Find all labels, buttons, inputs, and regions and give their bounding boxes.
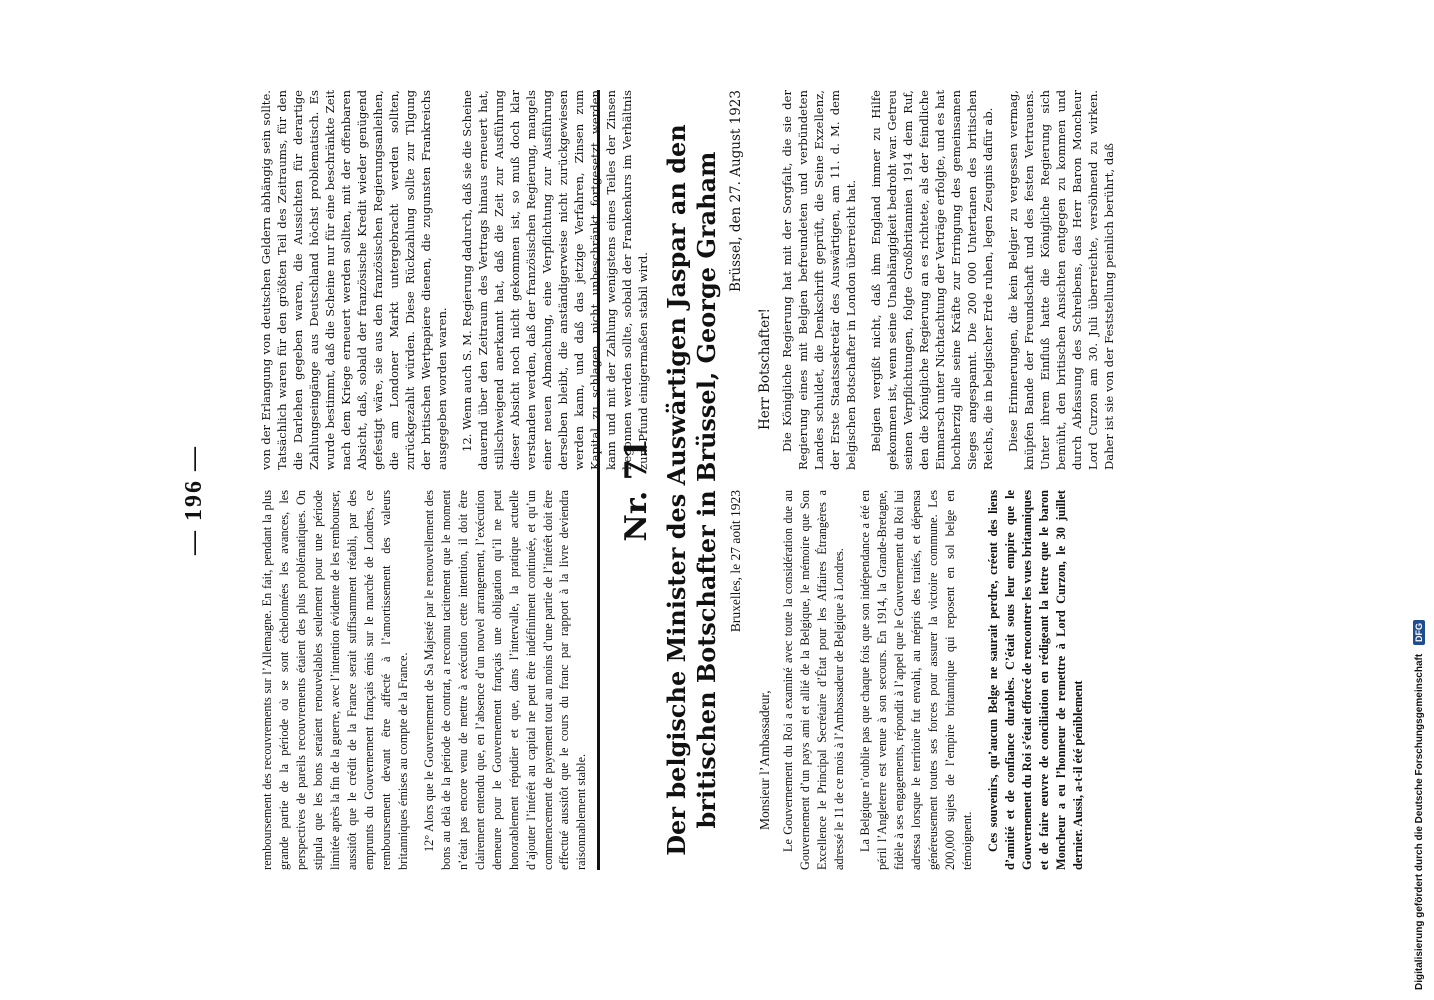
french-paragraph: La Belgique n’oublie pas que chaque fois que son indépendance a été en péril l’Angleterre est venue à son secours. En 1914, la Grande-Bretagne, fidèle à ses engagements, répondit à l’appel que le Gouvernement du Roi lui adressa lorsque le territoire fut envahi, au mépris des traités, et dépensa généreusement toutes ses forces pour assurer la victoire commune. Les 200,000 sujets de l’empire britannique qui reposent en sol belge en témoignent.	[858, 490, 974, 870]
document-title: Der belgische Minister des Auswärtigen Jaspar an den britischen Botschafter in Brüssel, George Graham	[662, 124, 721, 856]
german-column-top	[259, 90, 661, 470]
french-paragraph: remboursement des recouvrements sur l’Allemagne. En fait, pendant la plus grande partie de la période où se sont échelonnées les avances, les perspectives de pareils recouvrements étaient des plus problématiques. On stipula que les bons seraient renouvelables seulement pour une période limitée après la fin de la guerre, avec l’intention évidente de les rembourser, aussitôt que le crédit de la France serait suffisamment rétabli, par des emprunts du Gouvernement français émis sur le marché de Londres, ce remboursement devant être affecté à l’amortissement des valeurs britanniques émises au compte de la France.	[260, 490, 410, 870]
french-salutation: Monsieur l’Ambassadeur,	[756, 690, 772, 830]
french-paragraph: 12° Alors que le Gouvernement de Sa Majesté par le renouvellement des bons au delà de la période de contrat, a reconnu tacitement que le moment n’était pas encore venu de mettre à exécution cette intention, il doit être clairement entendu que, en l’absence d’un nouvel arrangement, l’exécution demeure pour le Gouvernement français une obligation qu’il ne peut honorablement répudier et que, dans l’intervalle, la pratique actuelle d’ajouter l’intérêt au capital ne peut être indéfiniment continuée, et qu’un commencement de payement tout au moins d’une partie de l’intérêt doit être effectué aussitôt que le cours du franc par rapport à la livre deviendra raisonnablement stable.	[421, 490, 589, 870]
digitization-credit	[1408, 10, 1430, 990]
german-paragraph: Diese Erinnerungen, die kein Belgier zu vergessen vermag, knüpfen Bande der Freundschaft und des festen Vertrauens. Unter ihrem Einfluß hatte die Königliche Regierung sich bemüht, den britischen Ansichten entgegen zu kommen und durch Abfassung des Schreibens, das Herr Baron Moncheur Lord Curzon am 30. Juli überreichte, versöhnend zu wirken. Daher ist sie von der Feststellung peinlich berührt, daß	[1006, 90, 1116, 470]
page-number: — 196 —	[181, 445, 207, 555]
french-column-top	[259, 490, 599, 870]
german-paragraph: Belgien vergißt nicht, daß ihm England immer zu Hilfe gekommen ist, wenn seine Unabhängigkeit bedroht war. Getreu seinen Verpflichtungen, folgte Großbritannien 1914 dem Ruf, den die Königliche Regierung an es richtete, als der feindliche Einmarsch unter Nichtachtung der Verträge erfolgte, und es hat hochherzig alle seine Kräfte zur Erringung des gemeinsamen Sieges angespannt. Die 200 000 Untertanen des britischen Reichs, die in belgischer Erde ruhen, legen Zeugnis dafür ab.	[869, 90, 996, 470]
french-paragraph: Le Gouvernement du Roi a examiné avec toute la considération due au Gouvernement d’un pays ami et allié de la Belgique, le mémoire que Son Excellence le Principal Secrétaire d’État pour les Affaires Étrangères a adressé le 11 de ce mois à l’Ambassadeur de Belgique à Londres.	[781, 490, 847, 870]
german-paragraph: 12. Wenn auch S. M. Regierung dadurch, daß sie die Scheine dauernd über den Zeitraum des Vertrags hinaus erneuert hat, stillschweigend anerkannt hat, daß die Zeit zur Ausführung dieser Absicht noch nicht gekommen ist, so muß doch klar verstanden werden, daß der französischen Regierung, mangels einer neuen Abmachung, eine Verpflichtung zur Ausführung derselben bleibt, die anständigerweise nicht zurückgewiesen werden kann, und daß das jetzige Verfahren, Zinsen zum Kapital zu schlagen, nicht unbeschränkt fortgesetzt werden kann und mit der Zahlung wenigstens eines Teiles der Zinsen begonnen werden sollte, sobald der Frankenkurs im Verhältnis zum Pfund einigermaßen stabil wird.	[459, 90, 650, 470]
french-paragraph: Ces souvenirs, qu’aucun Belge ne saurait perdre, créent des liens d’amitié et de confiance durables. C’était sous leur empire que le Gouvernement du Roi s’était efforcé de rencontrer les vues britanniques et de faire œuvre de conciliation en rédigeant la lettre que le baron Moncheur a eu l’honneur de remettre à Lord Curzon, le 30 juillet dernier. Aussi, a-t-il été péniblement	[985, 490, 1085, 870]
german-paragraph: von der Erlangung von deutschen Geldern abhängig sein sollte. Tatsächlich waren für den größten Teil des Zeitraums, für den die Darlehen gegeben waren, die Aussichten für derartige Zahlungseingänge aus Deutschland höchst problematisch. Es wurde bestimmt, daß die Scheine nur für eine beschränkte Zeit nach dem Kriege erneuert werden sollten, mit der offenbaren Absicht, daß, sobald der französische Kredit wieder genügend gefestigt wäre, sie aus den französischen Regierungsanleihen, die am Londoner Markt untergebracht werden sollten, zurückgezahlt würden. Diese Rückzahlung sollte zur Tilgung der britischen Wertpapiere dienen, die zugunsten Frankreichs ausgegeben worden waren.	[259, 90, 449, 470]
german-salutation: Herr Botschafter!	[756, 308, 773, 430]
document-page	[167, 60, 1267, 940]
french-column-letter	[727, 490, 1096, 870]
credit-text: Digitalisierung gefördert durch die Deutsche Forschungsgemeinschaft	[1414, 653, 1425, 990]
german-paragraph: Die Königliche Regierung hat mit der Sorgfalt, die sie der Regierung eines mit Belgien befreundeten und verbündeten Landes schuldet, die Denkschrift geprüft, die Seine Exzellenz, der Erste Staatssekretär des Auswärtigen, am 11. d. M. dem belgischen Botschafter in London überreicht hat.	[780, 90, 859, 470]
french-dateline: Bruxelles, le 27 août 1923	[728, 490, 743, 633]
digitization-credit-text	[1413, 10, 1425, 990]
section-divider	[597, 90, 600, 870]
german-column-letter	[727, 90, 1127, 470]
document-heading	[619, 80, 722, 900]
german-dateline: Brüssel, den 27. August 1923	[728, 90, 744, 292]
dfg-logo-icon: DFG	[1413, 620, 1425, 645]
document-number: Nr. 71	[619, 438, 654, 542]
